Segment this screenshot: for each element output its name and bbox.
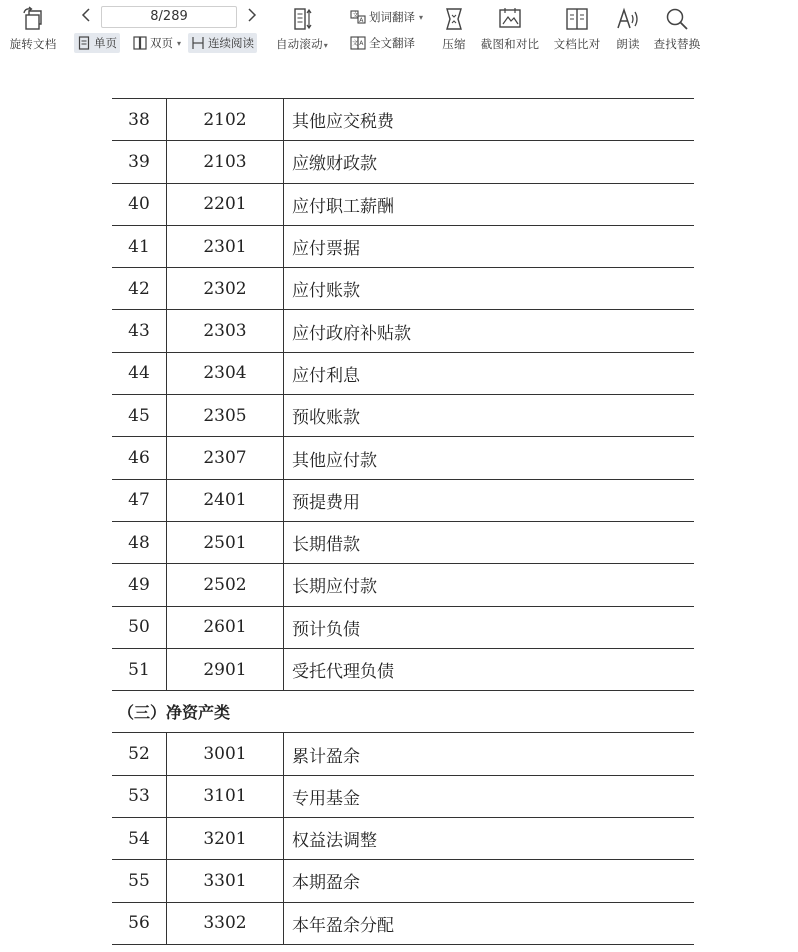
account-table-body (112, 99, 694, 945)
toolbar (0, 0, 798, 63)
row-number-cell: 54 (112, 818, 167, 860)
account-table (112, 98, 694, 945)
row-number-cell: 39 (112, 141, 167, 183)
svg-text:文: 文 (352, 40, 359, 47)
account-code-cell: 2301 (167, 225, 284, 267)
account-name-cell: 应付账款 (284, 268, 695, 310)
table-row (112, 268, 694, 310)
word-translate-button[interactable] (350, 8, 423, 26)
row-number-cell: 45 (112, 395, 167, 437)
svg-text:A: A (359, 40, 364, 47)
table-row (112, 733, 694, 775)
document-compare-icon (564, 6, 590, 32)
account-name-cell: 应付职工薪酬 (284, 183, 695, 225)
table-row (112, 521, 694, 563)
read-aloud-icon (615, 6, 641, 32)
auto-scroll-label: 自动滚动 (275, 37, 323, 51)
auto-scroll-button[interactable] (272, 6, 332, 56)
svg-text:A: A (359, 17, 364, 24)
table-row (112, 225, 694, 267)
row-number-cell: 49 (112, 564, 167, 606)
account-code-cell: 3101 (167, 775, 284, 817)
row-number-cell: 40 (112, 183, 167, 225)
svg-text:文: 文 (352, 12, 359, 19)
table-row (112, 310, 694, 352)
account-code-cell: 2401 (167, 479, 284, 521)
auto-scroll-icon (289, 6, 315, 32)
table-row (112, 99, 694, 141)
account-code-cell: 2302 (167, 268, 284, 310)
compress-label: 压缩 (442, 37, 466, 51)
row-number-cell: 38 (112, 99, 167, 141)
account-name-cell: 预提费用 (284, 479, 695, 521)
caret-down-icon: ▾ (419, 12, 424, 22)
rotate-document-icon (20, 6, 46, 32)
table-row (112, 479, 694, 521)
account-name-cell: 本年盈余分配 (284, 902, 695, 944)
row-number-cell: 41 (112, 225, 167, 267)
account-code-cell: 2304 (167, 352, 284, 394)
row-number-cell: 50 (112, 606, 167, 648)
account-name-cell: 累计盈余 (284, 733, 695, 775)
account-name-cell: 应缴财政款 (284, 141, 695, 183)
account-code-cell: 2601 (167, 606, 284, 648)
screenshot-compare-label: 截图和对比 (480, 37, 540, 51)
find-replace-button[interactable] (652, 6, 702, 56)
account-code-cell: 2502 (167, 564, 284, 606)
table-row (112, 648, 694, 690)
account-code-cell: 2201 (167, 183, 284, 225)
row-number-cell: 56 (112, 902, 167, 944)
row-number-cell: 44 (112, 352, 167, 394)
account-code-cell: 2303 (167, 310, 284, 352)
account-code-cell: 3001 (167, 733, 284, 775)
account-name-cell: 应付利息 (284, 352, 695, 394)
document-compare-button[interactable] (552, 6, 602, 56)
full-translate-label: 全文翻译 (369, 36, 415, 50)
row-number-cell: 52 (112, 733, 167, 775)
table-row (112, 352, 694, 394)
rotate-document-label: 旋转文档 (9, 37, 57, 51)
account-code-cell: 3302 (167, 902, 284, 944)
account-code-cell: 2501 (167, 521, 284, 563)
account-name-cell: 权益法调整 (284, 818, 695, 860)
double-page-label: 双页 (150, 36, 173, 50)
table-row (112, 564, 694, 606)
chevron-right-icon (247, 8, 257, 22)
screenshot-compare-icon (497, 6, 523, 32)
row-number-cell: 55 (112, 860, 167, 902)
word-translate-label: 划词翻译 (369, 10, 415, 24)
account-name-cell: 长期应付款 (284, 564, 695, 606)
single-page-icon (77, 36, 91, 50)
caret-down-icon: ▾ (177, 38, 182, 48)
section-title: （三）净资产类 (112, 691, 694, 733)
account-code-cell: 2305 (167, 395, 284, 437)
account-name-cell: 应付政府补贴款 (284, 310, 695, 352)
full-translate-button[interactable] (350, 34, 415, 52)
account-name-cell: 长期借款 (284, 521, 695, 563)
read-aloud-button[interactable] (612, 6, 644, 56)
compress-button[interactable] (438, 6, 470, 56)
table-row (112, 775, 694, 817)
account-code-cell: 3301 (167, 860, 284, 902)
row-number-cell: 47 (112, 479, 167, 521)
table-row (112, 141, 694, 183)
double-page-icon (133, 36, 147, 50)
continuous-reading-button[interactable] (188, 33, 257, 53)
row-number-cell: 53 (112, 775, 167, 817)
account-code-cell: 3201 (167, 818, 284, 860)
account-name-cell: 预收账款 (284, 395, 695, 437)
table-row (112, 902, 694, 944)
continuous-reading-label: 连续阅读 (208, 36, 254, 50)
word-translate-icon (350, 9, 366, 25)
table-row (112, 183, 694, 225)
account-code-cell: 2103 (167, 141, 284, 183)
next-page-button[interactable] (244, 8, 260, 26)
table-row (112, 437, 694, 479)
screenshot-compare-button[interactable] (478, 6, 542, 56)
account-name-cell: 预计负债 (284, 606, 695, 648)
account-code-cell: 2307 (167, 437, 284, 479)
row-number-cell: 43 (112, 310, 167, 352)
page-number-input[interactable]: 8/289 (101, 6, 237, 28)
full-translate-icon (350, 35, 366, 51)
single-page-button[interactable] (74, 33, 120, 53)
search-icon (664, 6, 690, 32)
section-header-row (112, 691, 694, 733)
document-compare-label: 文档比对 (553, 37, 601, 51)
double-page-button[interactable] (130, 33, 184, 53)
account-code-cell: 2901 (167, 648, 284, 690)
rotate-document-button[interactable] (6, 6, 60, 56)
table-row (112, 606, 694, 648)
prev-page-button[interactable] (78, 8, 94, 26)
account-name-cell: 受托代理负债 (284, 648, 695, 690)
account-name-cell: 专用基金 (284, 775, 695, 817)
row-number-cell: 48 (112, 521, 167, 563)
single-page-label: 单页 (94, 36, 117, 50)
find-replace-label: 查找替换 (653, 37, 701, 51)
caret-down-icon: ▾ (323, 41, 329, 50)
account-name-cell: 本期盈余 (284, 860, 695, 902)
row-number-cell: 42 (112, 268, 167, 310)
continuous-reading-icon (191, 36, 205, 50)
read-aloud-label: 朗读 (616, 37, 640, 51)
account-code-cell: 2102 (167, 99, 284, 141)
table-row (112, 395, 694, 437)
account-name-cell: 应付票据 (284, 225, 695, 267)
account-name-cell: 其他应交税费 (284, 99, 695, 141)
chevron-left-icon (81, 8, 91, 22)
table-row (112, 818, 694, 860)
table-row (112, 860, 694, 902)
compress-icon (441, 6, 467, 32)
row-number-cell: 51 (112, 648, 167, 690)
account-name-cell: 其他应付款 (284, 437, 695, 479)
document-page (0, 62, 798, 952)
row-number-cell: 46 (112, 437, 167, 479)
